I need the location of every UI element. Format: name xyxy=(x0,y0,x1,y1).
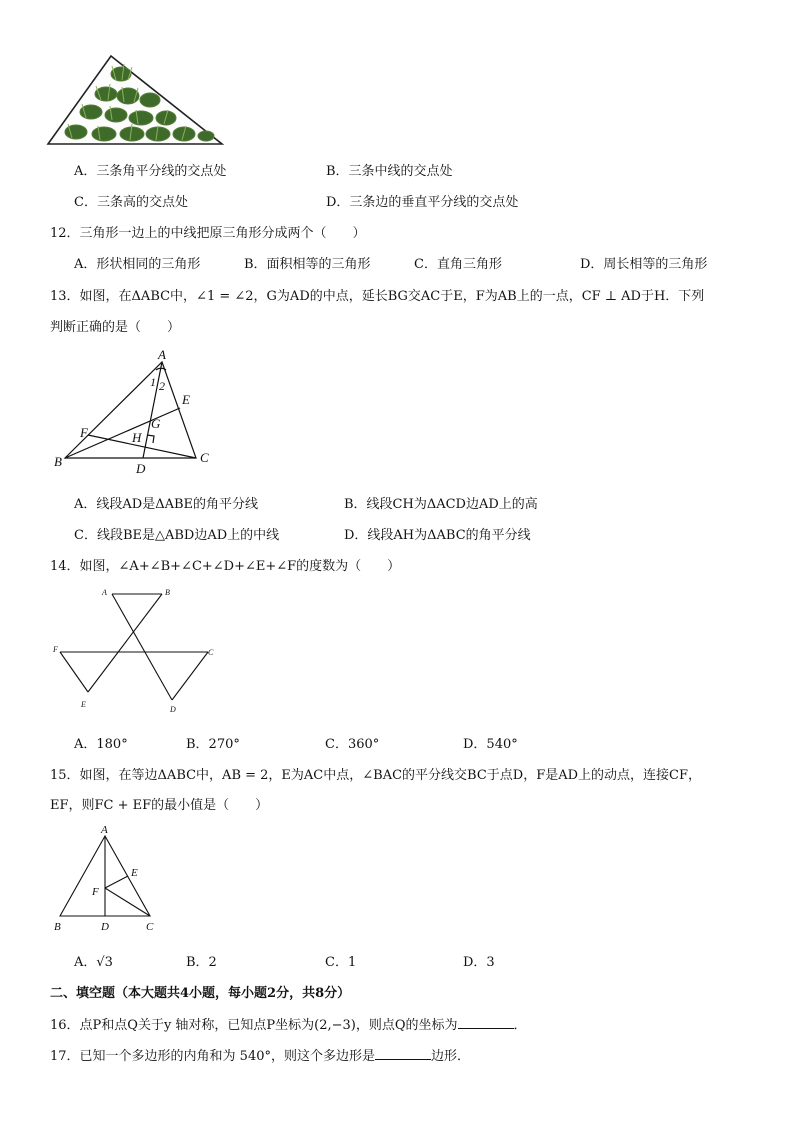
q12-stem: 12．三角形一边上的中线把原三角形分成两个（ ） xyxy=(50,226,366,241)
section-fill-in-heading: 二、填空题（本大题共4小题，每小题2分，共8分） xyxy=(50,986,351,1001)
q13-option-d[interactable]: D．线段AH为ΔABC的角平分线 xyxy=(344,528,531,543)
q13-label-h: H xyxy=(132,430,142,445)
q15-option-d[interactable]: D．3 xyxy=(463,955,495,970)
q14-label-e: E xyxy=(81,700,86,709)
q15-stem-line2: EF，则FC + EF的最小值是（ ） xyxy=(50,798,269,813)
q16-answer-blank[interactable] xyxy=(458,1016,514,1029)
q14-label-b: B xyxy=(165,588,170,597)
q14-label-f: F xyxy=(53,645,58,654)
q15-option-b[interactable]: B．2 xyxy=(186,955,217,970)
q13-label-c: C xyxy=(200,450,209,465)
q14-option-d[interactable]: D．540° xyxy=(463,737,518,752)
q17-text-before: 17．已知一个多边形的内角和为 540°，则这个多边形是 xyxy=(50,1049,375,1064)
q13-triangle-figure xyxy=(50,346,220,476)
q12-option-d[interactable]: D．周长相等的三角形 xyxy=(580,257,708,272)
q12-option-b[interactable]: B．面积相等的三角形 xyxy=(244,257,371,272)
q13-stem-line1: 13．如图，在ΔABC中，∠1 = ∠2，G为AD的中点，延长BG交AC于E，F为AB上的一点，CF ⊥ AD于H．下列 xyxy=(50,289,705,304)
q13-option-b[interactable]: B．线段CH为ΔACD边AD上的高 xyxy=(344,497,538,512)
q16-text-before: 16．点P和点Q关于y 轴对称，已知点P坐标为(2,−3)，则点Q的坐标为 xyxy=(50,1018,458,1033)
q16-text-after: ． xyxy=(513,1018,527,1033)
q13-label-b: B xyxy=(54,454,62,469)
q14-option-c[interactable]: C．360° xyxy=(325,737,380,752)
q15-label-b: B xyxy=(54,921,61,933)
q17-question xyxy=(50,1045,470,1064)
q15-option-c[interactable]: C．1 xyxy=(325,955,357,970)
q16-question xyxy=(50,1014,527,1033)
q14-star-figure xyxy=(50,585,220,715)
q14-label-c: C xyxy=(208,648,214,657)
q13-label-d: D xyxy=(136,461,146,476)
q15-label-f: F xyxy=(92,886,99,898)
q13-stem-line2: 判断正确的是（ ） xyxy=(50,320,181,335)
q14-option-a[interactable]: A．180° xyxy=(74,737,128,752)
q15-label-e: E xyxy=(131,867,138,879)
q13-label-e: E xyxy=(182,392,190,407)
q13-label-g: G xyxy=(151,416,161,431)
q13-label-f: F xyxy=(80,425,88,440)
q15-option-a[interactable]: A．√3 xyxy=(74,955,113,970)
q11-option-c[interactable]: C．三条高的交点处 xyxy=(74,195,188,210)
q13-label-a: A xyxy=(158,347,166,362)
q17-text-after: 边形． xyxy=(431,1049,471,1064)
q17-answer-blank[interactable] xyxy=(375,1047,431,1060)
q13-option-c[interactable]: C．线段BE是△ABD边AD上的中线 xyxy=(74,528,280,543)
q12-option-a[interactable]: A．形状相同的三角形 xyxy=(74,257,201,272)
q11-option-d[interactable]: D．三条边的垂直平分线的交点处 xyxy=(326,195,519,210)
q14-option-b[interactable]: B．270° xyxy=(186,737,240,752)
q14-stem: 14．如图，∠A+∠B+∠C+∠D+∠E+∠F的度数为（ ） xyxy=(50,559,401,574)
q14-label-d: D xyxy=(170,705,176,714)
q15-label-a: A xyxy=(101,824,108,836)
q13-label-2: 2 xyxy=(159,379,165,393)
q15-label-c: C xyxy=(146,921,154,933)
q15-triangle-figure xyxy=(50,822,170,934)
q15-stem-line1: 15．如图，在等边ΔABC中，AB = 2，E为AC中点，∠BAC的平分线交BC于点D，F是AD上的动点，连接CF， xyxy=(50,768,701,783)
q13-option-a[interactable]: A．线段AD是ΔABE的角平分线 xyxy=(74,497,259,512)
q14-label-a: A xyxy=(102,588,107,597)
q11-option-a[interactable]: A．三条角平分线的交点处 xyxy=(74,164,227,179)
q12-option-c[interactable]: C．直角三角形 xyxy=(414,257,502,272)
q15-label-d: D xyxy=(101,921,109,933)
grass-triangle-figure xyxy=(46,52,226,147)
q11-option-b[interactable]: B．三条中线的交点处 xyxy=(326,164,453,179)
q13-label-1: 1 xyxy=(150,375,156,389)
